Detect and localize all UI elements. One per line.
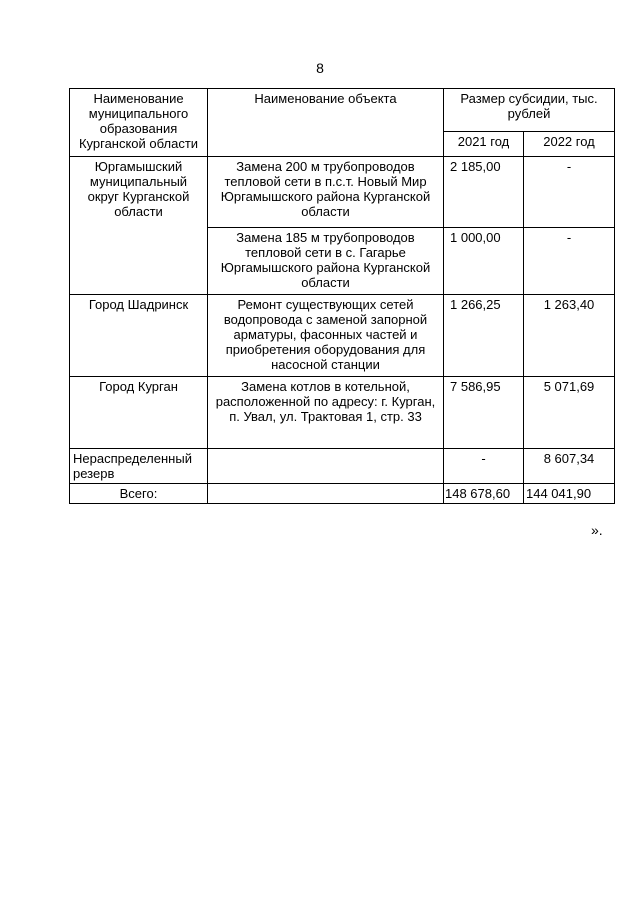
cell-value-2021: 2 185,00 <box>444 157 524 228</box>
total-label: Всего: <box>70 484 208 504</box>
header-year-2021: 2021 год <box>444 132 524 157</box>
total-value-2021: 148 678,60 <box>444 484 524 504</box>
cell-value-2022: 5 071,69 <box>524 377 615 449</box>
cell-value-2021: - <box>444 449 524 484</box>
cell-value-2022: - <box>524 228 615 295</box>
cell-value-2022: - <box>524 157 615 228</box>
cell-object: Ремонт существующих сетей водопровода с заменой запорной арматуры, фасонных частей и приобретения оборудования для насосной станции <box>208 295 444 377</box>
table-row <box>70 157 615 228</box>
header-municipality: Наименование муниципального образования Курганской области <box>70 89 208 157</box>
cell-municipality: Город Шадринск <box>70 295 208 377</box>
cell-value-2021: 1 266,25 <box>444 295 524 377</box>
header-year-2022: 2022 год <box>524 132 615 157</box>
cell-object: Замена 200 м трубопроводов тепловой сети в п.с.т. Новый Мир Юргамышского района Курганской области <box>208 157 444 228</box>
table-header-row <box>70 89 615 132</box>
subsidy-table <box>69 88 615 504</box>
cell-value-2021: 7 586,95 <box>444 377 524 449</box>
table-total-row <box>70 484 615 504</box>
table-row <box>70 377 615 449</box>
total-object-empty <box>208 484 444 504</box>
page-number: 8 <box>316 60 324 76</box>
cell-object: Замена 185 м трубопроводов тепловой сети в с. Гагарье Юргамышского района Курганской области <box>208 228 444 295</box>
cell-object <box>208 449 444 484</box>
table-row <box>70 449 615 484</box>
cell-value-2021: 1 000,00 <box>444 228 524 295</box>
cell-value-2022: 8 607,34 <box>524 449 615 484</box>
cell-object: Замена котлов в котельной, расположенной по адресу: г. Курган, п. Увал, ул. Трактовая 1, стр. 33 <box>208 377 444 449</box>
closing-quote-mark: ». <box>591 522 603 538</box>
header-subsidy: Размер субсидии, тыс. рублей <box>444 89 615 132</box>
cell-municipality: Город Курган <box>70 377 208 449</box>
cell-value-2022: 1 263,40 <box>524 295 615 377</box>
header-object: Наименование объекта <box>208 89 444 157</box>
total-value-2022: 144 041,90 <box>524 484 615 504</box>
cell-municipality: Нераспределенный резерв <box>70 449 208 484</box>
cell-municipality: Юргамышский муниципальный округ Курганской области <box>70 157 208 295</box>
table-row <box>70 295 615 377</box>
